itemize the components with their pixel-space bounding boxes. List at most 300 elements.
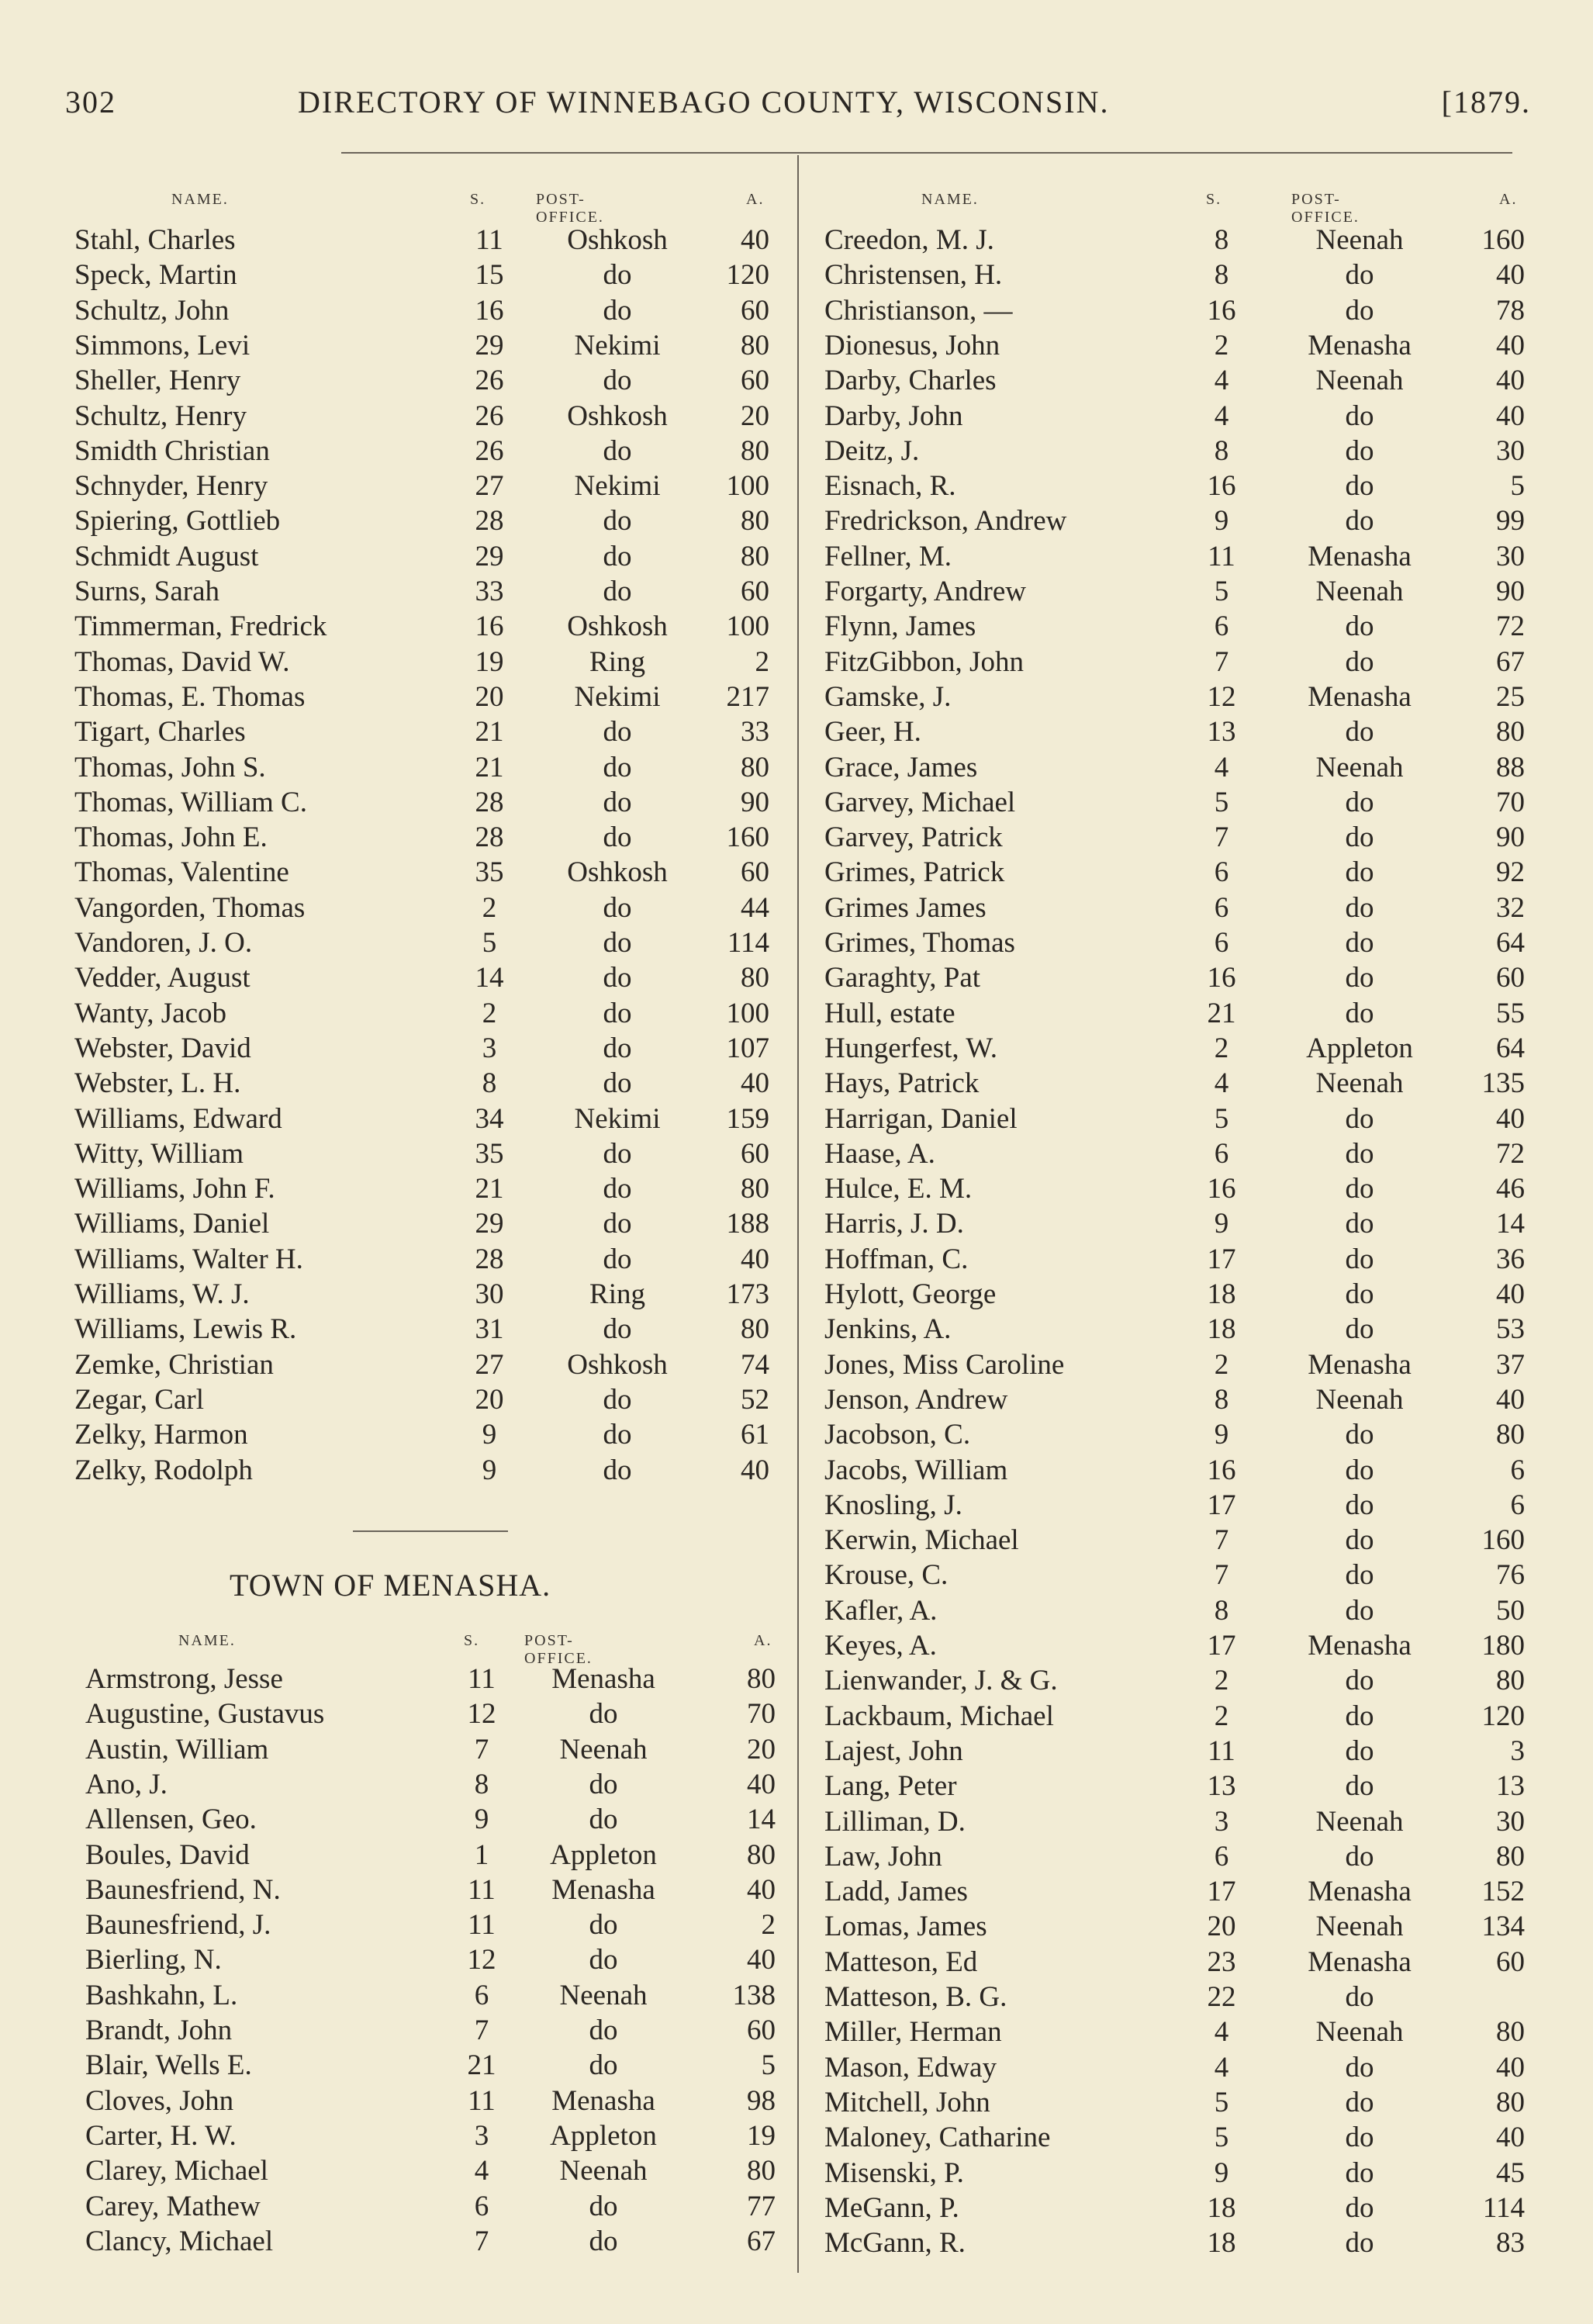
cell-post-office: do — [1345, 1700, 1374, 1732]
cell-acres: 188 — [726, 1208, 769, 1240]
cell-post-office: Nekimi — [574, 470, 661, 503]
cell-post-office: Oshkosh — [567, 856, 668, 889]
cell-acres: 160 — [1481, 1524, 1525, 1557]
cell-section: 8 — [1214, 434, 1229, 467]
cell-name: Lackbaum, Michael — [824, 1700, 1054, 1732]
cell-acres: 60 — [1496, 1945, 1525, 1978]
cell-post-office: Menasha — [1308, 1945, 1412, 1978]
cell-post-office: do — [1345, 962, 1374, 994]
cell-acres: 90 — [1496, 821, 1525, 854]
cell-name: Christianson, — — [824, 294, 1013, 327]
cell-section: 2 — [1214, 1348, 1229, 1381]
cell-acres: 107 — [726, 1032, 769, 1064]
cell-acres: 114 — [1482, 2191, 1525, 2224]
cell-post-office: do — [1345, 1840, 1374, 1873]
cell-name: Schnyder, Henry — [74, 470, 268, 503]
cell-name: Dionesus, John — [824, 329, 1000, 361]
cell-acres: 100 — [726, 997, 769, 1029]
cell-name: Witty, William — [74, 1137, 244, 1170]
cell-section: 8 — [474, 1768, 489, 1800]
cell-post-office: do — [1345, 470, 1374, 503]
cell-acres: 92 — [1496, 856, 1525, 889]
cell-name: Grimes, Thomas — [824, 927, 1015, 959]
cell-post-office: Neenah — [1315, 365, 1404, 397]
page-title: DIRECTORY OF WINNEBAGO COUNTY, WISCONSIN. — [298, 85, 1110, 119]
cell-post-office: do — [1345, 821, 1374, 854]
cell-acres: 80 — [747, 2155, 776, 2187]
cell-section: 3 — [474, 2119, 489, 2152]
cell-section: 2 — [482, 891, 497, 924]
cell-name: Kerwin, Michael — [824, 1524, 1019, 1557]
cell-section: 26 — [475, 399, 504, 432]
cell-name: Vandoren, J. O. — [74, 927, 253, 959]
cell-name: Williams, Daniel — [74, 1208, 270, 1240]
cell-name: Keyes, A. — [824, 1630, 937, 1662]
cell-name: Lienwander, J. & G. — [824, 1665, 1058, 1697]
cell-name: FitzGibbon, John — [824, 645, 1024, 678]
cell-post-office: Ring — [589, 1278, 645, 1310]
cell-acres: 74 — [741, 1348, 769, 1381]
cell-name: Grimes James — [824, 891, 987, 924]
cell-name: Cloves, John — [85, 2084, 234, 2117]
page-header — [65, 84, 1531, 130]
cell-post-office: do — [603, 891, 632, 924]
cell-post-office: do — [1345, 1243, 1374, 1275]
cell-post-office: do — [1345, 1734, 1374, 1767]
cell-section: 2 — [1214, 1665, 1229, 1697]
cell-section: 8 — [1214, 224, 1229, 256]
cell-acres: 40 — [1496, 399, 1525, 432]
cell-name: Harris, J. D. — [824, 1208, 964, 1240]
cell-post-office: Menasha — [1308, 1348, 1412, 1381]
cell-acres: 80 — [741, 329, 769, 361]
cell-acres: 40 — [741, 224, 769, 256]
cell-section: 9 — [482, 1419, 497, 1451]
cell-acres: 90 — [1496, 576, 1525, 607]
cell-acres: 80 — [1496, 1840, 1525, 1873]
cell-section: 18 — [1207, 1278, 1236, 1310]
cell-section: 28 — [475, 821, 504, 854]
cell-acres: 40 — [741, 1454, 769, 1486]
cell-section: 13 — [1207, 1770, 1236, 1803]
cell-acres: 78 — [1496, 294, 1525, 327]
cell-acres: 90 — [741, 786, 769, 818]
cell-name: Hylott, George — [824, 1278, 997, 1310]
cell-name: Clancy, Michael — [85, 2225, 274, 2257]
cell-post-office: Neenah — [1315, 1067, 1404, 1100]
cell-section: 14 — [475, 962, 504, 994]
cell-section: 5 — [1214, 786, 1229, 818]
cell-post-office: do — [603, 365, 632, 397]
cell-name: Forgarty, Andrew — [824, 576, 1026, 607]
cell-section: 16 — [475, 294, 504, 327]
cell-section: 28 — [475, 1243, 504, 1275]
cell-post-office: do — [1345, 2086, 1374, 2118]
col-header-name: NAME. — [921, 191, 979, 208]
cell-name: Augustine, Gustavus — [85, 1698, 325, 1731]
cell-acres: 76 — [1496, 1559, 1525, 1592]
cell-acres: 80 — [747, 1838, 776, 1871]
cell-acres: 40 — [1496, 1278, 1525, 1310]
cell-section: 5 — [1214, 576, 1229, 607]
cell-post-office: Nekimi — [574, 1102, 661, 1135]
cell-post-office: do — [1345, 434, 1374, 467]
cell-acres: 80 — [1496, 716, 1525, 749]
cell-section: 4 — [474, 2155, 489, 2187]
cell-section: 3 — [482, 1032, 497, 1064]
cell-post-office: Appleton — [550, 1838, 657, 1871]
cell-post-office: do — [603, 505, 632, 538]
cell-name: Carter, H. W. — [85, 2119, 237, 2152]
cell-name: MeGann, P. — [824, 2191, 959, 2224]
cell-name: Zelky, Harmon — [74, 1419, 248, 1451]
cell-name: Brandt, John — [85, 2014, 233, 2046]
cell-post-office: do — [603, 786, 632, 818]
cell-post-office: do — [1345, 1489, 1374, 1521]
cell-post-office: Menasha — [551, 1873, 655, 1906]
cell-acres: 80 — [747, 1663, 776, 1695]
cell-name: Garaghty, Pat — [824, 962, 981, 994]
cell-section: 3 — [1214, 1805, 1229, 1838]
cell-section: 6 — [474, 1979, 489, 2011]
cell-acres: 80 — [1496, 2016, 1525, 2049]
col-header-post-office: POST-OFFICE. — [1291, 191, 1360, 226]
cell-section: 11 — [475, 224, 503, 256]
cell-name: Lilliman, D. — [824, 1805, 966, 1838]
cell-section: 4 — [1214, 365, 1229, 397]
cell-section: 9 — [1214, 1419, 1229, 1451]
cell-section: 5 — [1214, 2122, 1229, 2154]
cell-section: 5 — [482, 927, 497, 959]
cell-post-office: do — [1345, 1559, 1374, 1592]
cell-acres: 217 — [726, 680, 769, 713]
cell-name: Maloney, Catharine — [824, 2122, 1051, 2154]
cell-name: Zegar, Carl — [74, 1383, 204, 1416]
cell-post-office: do — [1345, 1770, 1374, 1803]
cell-acres: 20 — [741, 399, 769, 432]
cell-section: 33 — [475, 576, 504, 607]
cell-acres: 55 — [1496, 997, 1525, 1029]
cell-section: 16 — [475, 610, 504, 643]
cell-name: Misenski, P. — [824, 2156, 964, 2189]
cell-name: Baunesfriend, N. — [85, 1873, 281, 1906]
cell-post-office: do — [1345, 927, 1374, 959]
cell-name: Christensen, H. — [824, 259, 1003, 292]
cell-section: 8 — [482, 1067, 497, 1100]
cell-acres: 160 — [726, 821, 769, 854]
cell-acres: 6 — [1510, 1454, 1525, 1486]
cell-post-office: do — [603, 1137, 632, 1170]
cell-section: 26 — [475, 434, 504, 467]
cell-post-office: do — [1345, 1524, 1374, 1557]
cell-post-office: do — [1345, 505, 1374, 538]
col-header-post-office: POST-OFFICE. — [536, 191, 604, 226]
cell-name: Mitchell, John — [824, 2086, 990, 2118]
cell-acres: 120 — [726, 259, 769, 292]
cell-post-office: Oshkosh — [567, 399, 668, 432]
cell-acres: 159 — [726, 1102, 769, 1135]
cell-acres: 33 — [741, 716, 769, 749]
cell-name: Vangorden, Thomas — [74, 891, 306, 924]
cell-acres: 64 — [1496, 1032, 1525, 1064]
cell-name: Fredrickson, Andrew — [824, 505, 1067, 538]
cell-section: 21 — [475, 751, 504, 783]
cell-acres: 120 — [1481, 1700, 1525, 1732]
cell-acres: 60 — [747, 2014, 776, 2046]
cell-post-office: Appleton — [550, 2119, 657, 2152]
cell-section: 9 — [1214, 505, 1229, 538]
cell-post-office: do — [1345, 891, 1374, 924]
cell-post-office: do — [589, 2225, 618, 2257]
cell-post-office: Menasha — [1308, 540, 1412, 572]
cell-post-office: do — [589, 1909, 618, 1942]
cell-acres: 40 — [1496, 1383, 1525, 1416]
cell-post-office: Neenah — [1315, 1805, 1404, 1838]
cell-name: Lomas, James — [824, 1911, 987, 1943]
section-rule — [353, 1530, 508, 1532]
cell-section: 9 — [474, 1804, 489, 1836]
cell-acres: 80 — [741, 434, 769, 467]
cell-section: 22 — [1207, 1981, 1236, 2013]
cell-acres: 80 — [741, 505, 769, 538]
cell-name: Sheller, Henry — [74, 365, 241, 397]
cell-section: 17 — [1207, 1243, 1236, 1275]
cell-post-office: Nekimi — [574, 680, 661, 713]
cell-section: 17 — [1207, 1489, 1236, 1521]
cell-post-office: do — [1345, 2227, 1374, 2260]
cell-post-office: do — [603, 821, 632, 854]
cell-section: 8 — [1214, 1594, 1229, 1627]
cell-section: 18 — [1207, 1313, 1236, 1346]
cell-post-office: Neenah — [1315, 751, 1404, 783]
cell-section: 21 — [467, 2049, 496, 2082]
cell-acres: 100 — [726, 470, 769, 503]
cell-section: 12 — [467, 1944, 496, 1976]
cell-post-office: Nekimi — [574, 329, 661, 361]
cell-section: 19 — [475, 645, 504, 678]
cell-name: Armstrong, Jesse — [85, 1663, 283, 1695]
cell-section: 17 — [1207, 1876, 1236, 1908]
cell-post-office: Ring — [589, 645, 645, 678]
cell-post-office: do — [589, 1698, 618, 1731]
cell-name: Eisnach, R. — [824, 470, 956, 503]
cell-acres: 13 — [1496, 1770, 1525, 1803]
cell-post-office: do — [603, 434, 632, 467]
cell-section: 21 — [475, 1173, 504, 1205]
cell-acres: 5 — [761, 2049, 776, 2082]
cell-acres: 53 — [1496, 1313, 1525, 1346]
cell-name: Krouse, C. — [824, 1559, 949, 1592]
cell-name: Harrigan, Daniel — [824, 1102, 1018, 1135]
cell-post-office: do — [1345, 997, 1374, 1029]
cell-acres: 30 — [1496, 540, 1525, 572]
cell-acres: 6 — [1510, 1489, 1525, 1521]
cell-post-office: Menasha — [551, 2084, 655, 2117]
cell-section: 31 — [475, 1313, 504, 1346]
cell-acres: 44 — [741, 891, 769, 924]
cell-post-office: do — [589, 2190, 618, 2222]
cell-acres: 3 — [1510, 1734, 1525, 1767]
cell-name: Williams, W. J. — [74, 1278, 250, 1310]
cell-name: Jones, Miss Caroline — [824, 1348, 1065, 1381]
cell-post-office: do — [589, 1944, 618, 1976]
cell-post-office: do — [603, 716, 632, 749]
cell-post-office: do — [603, 997, 632, 1029]
cell-name: Matteson, Ed — [824, 1945, 978, 1978]
cell-name: Jacobs, William — [824, 1454, 1008, 1486]
cell-name: Law, John — [824, 1840, 942, 1873]
cell-acres: 40 — [1496, 2122, 1525, 2154]
page-number: 302 — [65, 85, 116, 119]
cell-section: 12 — [1207, 680, 1236, 713]
cell-post-office: do — [603, 1419, 632, 1451]
cell-name: Allensen, Geo. — [85, 1804, 257, 1836]
section-title: TOWN OF MENASHA. — [230, 1568, 551, 1603]
cell-acres: 2 — [761, 1909, 776, 1942]
cell-section: 7 — [1214, 1524, 1229, 1557]
col-header-s: S. — [470, 191, 486, 208]
cell-section: 29 — [475, 1208, 504, 1240]
cell-acres: 72 — [1496, 610, 1525, 643]
cell-post-office: do — [1345, 399, 1374, 432]
cell-section: 20 — [1207, 1911, 1236, 1943]
cell-post-office: do — [1345, 1981, 1374, 2013]
cell-section: 4 — [1214, 751, 1229, 783]
cell-section: 6 — [1214, 1840, 1229, 1873]
cell-acres: 99 — [1496, 505, 1525, 538]
cell-name: Hays, Patrick — [824, 1067, 980, 1100]
cell-name: Webster, David — [74, 1032, 251, 1064]
cell-acres: 60 — [741, 856, 769, 889]
cell-post-office: do — [1345, 1594, 1374, 1627]
cell-section: 6 — [1214, 610, 1229, 643]
cell-acres: 5 — [1510, 470, 1525, 503]
cell-name: Thomas, David W. — [74, 645, 290, 678]
header-rule — [341, 152, 1512, 154]
cell-post-office: do — [603, 1383, 632, 1416]
col-header-a: A. — [746, 191, 765, 208]
cell-post-office: do — [1345, 610, 1374, 643]
cell-post-office: do — [603, 259, 632, 292]
cell-section: 16 — [1207, 294, 1236, 327]
cell-section: 6 — [1214, 891, 1229, 924]
cell-name: Carey, Mathew — [85, 2190, 261, 2222]
cell-acres: 61 — [741, 1419, 769, 1451]
cell-post-office: do — [1345, 1419, 1374, 1451]
cell-acres: 25 — [1496, 680, 1525, 713]
cell-name: Haase, A. — [824, 1137, 935, 1170]
cell-section: 16 — [1207, 962, 1236, 994]
cell-post-office: do — [1345, 2051, 1374, 2084]
cell-name: Jenkins, A. — [824, 1313, 952, 1346]
cell-post-office: do — [603, 927, 632, 959]
cell-name: Zelky, Rodolph — [74, 1454, 253, 1486]
cell-acres: 40 — [1496, 365, 1525, 397]
cell-acres: 80 — [1496, 1419, 1525, 1451]
cell-acres: 67 — [747, 2225, 776, 2257]
cell-acres: 50 — [1496, 1594, 1525, 1627]
cell-name: Grace, James — [824, 751, 978, 783]
cell-section: 1 — [474, 1838, 489, 1871]
cell-acres: 180 — [1481, 1630, 1525, 1662]
cell-post-office: do — [1345, 1454, 1374, 1486]
cell-acres: 80 — [741, 1313, 769, 1346]
cell-post-office: do — [603, 1243, 632, 1275]
cell-section: 6 — [1214, 927, 1229, 959]
cell-name: Thomas, John S. — [74, 751, 266, 783]
cell-name: Bierling, N. — [85, 1944, 222, 1976]
cell-section: 9 — [1214, 2156, 1229, 2189]
cell-acres: 60 — [741, 1137, 769, 1170]
cell-acres: 40 — [1496, 1102, 1525, 1135]
cell-acres: 19 — [747, 2119, 776, 2152]
cell-post-office: Neenah — [1315, 576, 1404, 607]
cell-section: 4 — [1214, 2016, 1229, 2049]
cell-acres: 40 — [747, 1873, 776, 1906]
cell-section: 7 — [474, 1733, 489, 1765]
cell-section: 2 — [1214, 1032, 1229, 1064]
cell-post-office: do — [1345, 716, 1374, 749]
cell-post-office: Menasha — [1308, 680, 1412, 713]
cell-acres: 20 — [747, 1733, 776, 1765]
cell-name: Austin, William — [85, 1733, 269, 1765]
cell-post-office: Neenah — [1315, 1911, 1404, 1943]
cell-post-office: Oshkosh — [567, 224, 668, 256]
cell-name: Jenson, Andrew — [824, 1383, 1008, 1416]
cell-name: Grimes, Patrick — [824, 856, 1005, 889]
cell-name: Hungerfest, W. — [824, 1032, 997, 1064]
cell-acres: 80 — [741, 540, 769, 572]
cell-name: Williams, John F. — [74, 1173, 275, 1205]
cell-name: Thomas, John E. — [74, 821, 268, 854]
cell-name: Spiering, Gottlieb — [74, 505, 281, 538]
cell-post-office: Oshkosh — [567, 610, 668, 643]
cell-post-office: do — [603, 1454, 632, 1486]
cell-name: Hull, estate — [824, 997, 955, 1029]
cell-post-office: do — [1345, 294, 1374, 327]
cell-post-office: do — [1345, 2156, 1374, 2189]
cell-acres: 60 — [1496, 962, 1525, 994]
cell-name: Vedder, August — [74, 962, 251, 994]
cell-name: Miller, Herman — [824, 2016, 1002, 2049]
cell-section: 23 — [1207, 1945, 1236, 1978]
cell-post-office: do — [603, 1208, 632, 1240]
cell-section: 29 — [475, 329, 504, 361]
cell-name: Hoffman, C. — [824, 1243, 969, 1275]
cell-acres: 70 — [747, 1698, 776, 1731]
cell-section: 4 — [1214, 399, 1229, 432]
cell-name: Baunesfriend, J. — [85, 1909, 271, 1942]
cell-name: Simmons, Levi — [74, 329, 251, 361]
cell-section: 16 — [1207, 1173, 1236, 1205]
cell-section: 7 — [474, 2014, 489, 2046]
cell-acres: 40 — [1496, 329, 1525, 361]
cell-acres: 70 — [1496, 786, 1525, 818]
cell-acres: 52 — [741, 1383, 769, 1416]
cell-acres: 36 — [1496, 1243, 1525, 1275]
cell-section: 5 — [1214, 1102, 1229, 1135]
cell-name: Williams, Walter H. — [74, 1243, 303, 1275]
cell-post-office: do — [1345, 786, 1374, 818]
cell-acres: 2 — [755, 645, 769, 678]
cell-name: Darby, Charles — [824, 365, 997, 397]
cell-section: 35 — [475, 856, 504, 889]
cell-name: Jacobson, C. — [824, 1419, 971, 1451]
cell-acres: 64 — [1496, 927, 1525, 959]
cell-acres: 72 — [1496, 1137, 1525, 1170]
cell-acres: 80 — [741, 751, 769, 783]
cell-name: Knosling, J. — [824, 1489, 962, 1521]
